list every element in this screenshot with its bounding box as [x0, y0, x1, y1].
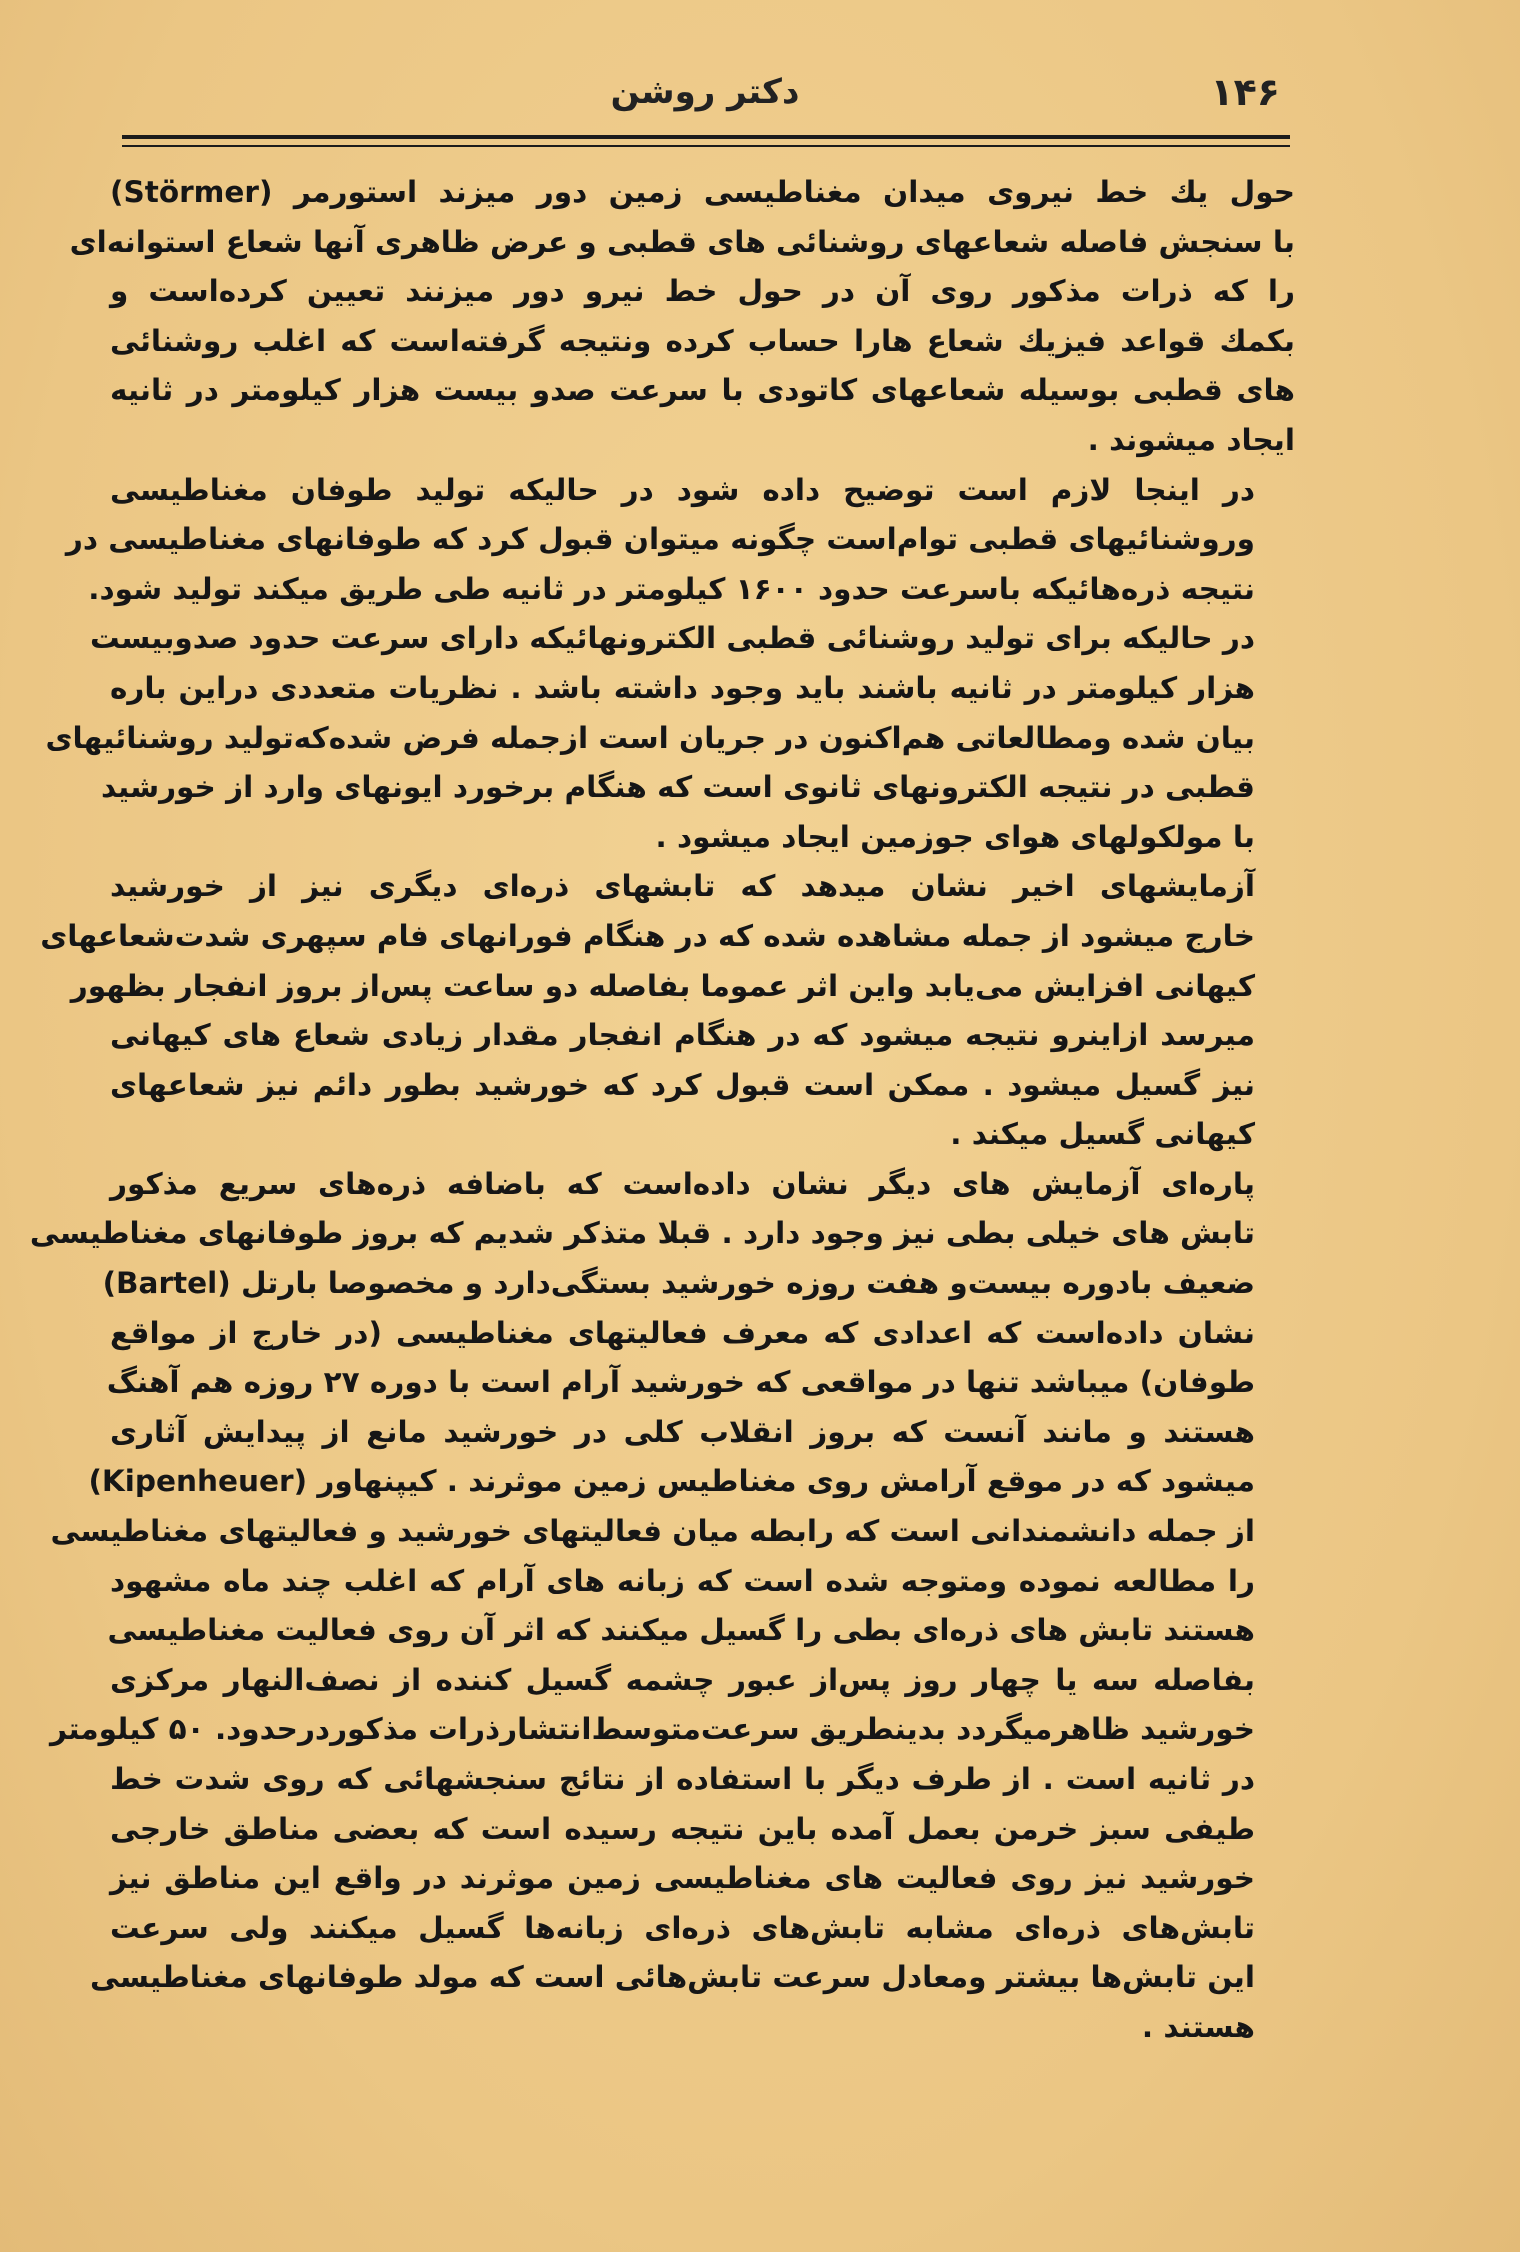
paragraph: [29, 1160, 1295, 2053]
text-line: قطبى در نتيجه الكترونهاى ثانوى است كه هنگام برخورد ايونهاى وارد از خورشيد: [100, 770, 1255, 805]
text-line: حول يك خط نيروى ميدان مغناطيسى زمين دور ميزند استورمر (Störmer): [110, 175, 1295, 209]
text-line: تابش‌هاى ذره‌اى مشابه تابش‌هاى ذره‌اى زبانه‌ها گسيل ميكنند ولى سرعت: [110, 1910, 1255, 1945]
text-line: ميشود كه در موقع آرامش روى مغناطيس زمين موثرند . كيپنهاور (Kipenheuer): [88, 1464, 1255, 1499]
text-line: طوفان) ميباشد تنها در مواقعى كه خورشيد آرام است با دوره ۲۷ روزه هم آهنگ: [106, 1365, 1255, 1400]
page-header: [120, 62, 1290, 132]
text-line: بفاصله سه يا چهار روز پس‌از عبور چشمه گسيل كننده از نصف‌النهار مركزى: [110, 1662, 1255, 1697]
text-line: ايجاد ميشوند .: [1087, 422, 1295, 457]
text-line: را كه ذرات مذكور روى آن در حول خط نيرو دور ميزنند تعيين كرده‌است و: [110, 274, 1295, 309]
header-rule-thick: [122, 135, 1290, 139]
paragraph: [40, 862, 1295, 1160]
text-line: كيهانى افزايش مى‌يابد واين اثر عموما بفاصله دو ساعت پس‌از بروز انفجار بظهور: [70, 968, 1255, 1003]
text-line: خورشيد نيز روى فعاليت هاى مغناطيسى زمين موثرند در واقع اين مناطق نيز: [110, 1861, 1255, 1896]
body-text: [29, 168, 1295, 2053]
text-line: بكمك قواعد فيزيك شعاع هارا حساب كرده ونتيجه گرفته‌است كه اغلب روشنائى: [110, 323, 1295, 358]
text-line: خارج ميشود از جمله مشاهده شده كه در هنگام فورانهاى فام سپهرى شدت‌شعاعهاى: [40, 918, 1255, 953]
text-line: را مطالعه نموده ومتوجه شده است كه زبانه هاى آرام كه اغلب چند ماه مشهود: [110, 1563, 1255, 1598]
running-head: دکتر روشن: [610, 72, 800, 112]
text-line: هستند .: [1141, 2009, 1255, 2044]
text-line: هاى قطبى بوسيله شعاعهاى كاتودى با سرعت صدو بيست هزار كيلومتر در ثانيه: [110, 373, 1295, 408]
paragraph: [45, 466, 1295, 863]
text-line: هزار كيلومتر در ثانيه باشند بايد وجود داشته باشد . نظريات متعددى دراين باره: [110, 670, 1255, 705]
text-line: وروشنائيهاى قطبى توام‌است چگونه ميتوان قبول كرد كه طوفانهاى مغناطيسى در: [65, 522, 1255, 557]
text-line: هستند تابش هاى ذره‌اى بطى را گسيل ميكنند كه اثر آن روى فعاليت مغناطيسى: [107, 1613, 1255, 1648]
text-line: در اينجا لازم است توضيح داده شود در حاليكه توليد طوفان مغناطيسى: [110, 472, 1255, 507]
text-line: ميرسد ازاينرو نتيجه ميشود كه در هنگام انفجار مقدار زيادى شعاع هاى كيهانى: [110, 1018, 1255, 1053]
text-line: نشان داده‌است كه اعدادى كه معرف فعاليتهاى مغناطيسى (در خارج از مواقع: [110, 1315, 1255, 1350]
header-rule-thin: [122, 145, 1290, 147]
text-line: نيز گسيل ميشود . ممكن است قبول كرد كه خورشيد بطور دائم نيز شعاعهاى: [110, 1067, 1255, 1102]
text-line: با سنجش فاصله شعاعهاى روشنائى هاى قطبى و عرض ظاهرى آنها شعاع استوانه‌اى: [69, 224, 1295, 259]
text-line: اين تابش‌ها بيشتر ومعادل سرعت تابش‌هائى است كه مولد طوفانهاى مغناطيسى: [90, 1960, 1255, 1995]
text-line: در ثانيه است . از طرف ديگر با استفاده از نتائج سنجشهائى كه روى شدت خط: [110, 1762, 1255, 1796]
text-line: پاره‌اى آزمايش هاى ديگر نشان داده‌است كه باضافه ذره‌هاى سريع مذكور: [110, 1166, 1255, 1201]
text-line: تابش هاى خيلى بطى نيز وجود دارد . قبلا متذكر شديم كه بروز طوفانهاى مغناطيسى: [29, 1216, 1255, 1251]
page-number: ۱۴۶: [1210, 70, 1280, 114]
text-line: آزمايشهاى اخير نشان ميدهد كه تابشهاى ذره‌اى ديگرى نيز از خورشيد: [110, 869, 1255, 904]
text-line: كيهانى گسيل ميكند .: [950, 1117, 1255, 1152]
text-line: با مولكولهاى هواى جوزمين ايجاد ميشود .: [655, 819, 1255, 854]
text-line: خورشيد ظاهرميگردد بدينطريق سرعت‌متوسط‌انتشارذرات مذكوردرحدود. ۵۰ كيلومتر: [50, 1712, 1255, 1747]
text-line: نتيجه ذره‌هائيكه باسرعت حدود ۱۶۰۰ كيلومتر در ثانيه طى طريق ميكند توليد شود.: [88, 571, 1255, 606]
text-line: طيفى سبز خرمن بعمل آمده باين نتيجه رسيده است كه بعضى مناطق خارجى: [110, 1811, 1255, 1846]
text-line: بيان شده ومطالعاتى هم‌اكنون در جريان است ازجمله فرض شده‌كه‌توليد روشنائيهاى: [45, 720, 1255, 755]
text-line: در حاليكه براى توليد روشنائى قطبى الكترونهائيكه داراى سرعت حدود صدوبيست: [90, 621, 1255, 656]
text-line: ضعيف بادوره بيست‌و هفت روزه خورشيد بستگى‌دارد و مخصوصا بارتل (Bartel): [102, 1266, 1255, 1301]
text-line: هستند و مانند آنست كه بروز انقلاب كلى در خورشيد مانع از پيدايش آثارى: [110, 1414, 1255, 1449]
text-line: از جمله دانشمندانى است كه رابطه ميان فعاليتهاى خورشيد و فعاليتهاى مغناطيسى: [50, 1514, 1255, 1549]
paragraph: [69, 168, 1295, 466]
